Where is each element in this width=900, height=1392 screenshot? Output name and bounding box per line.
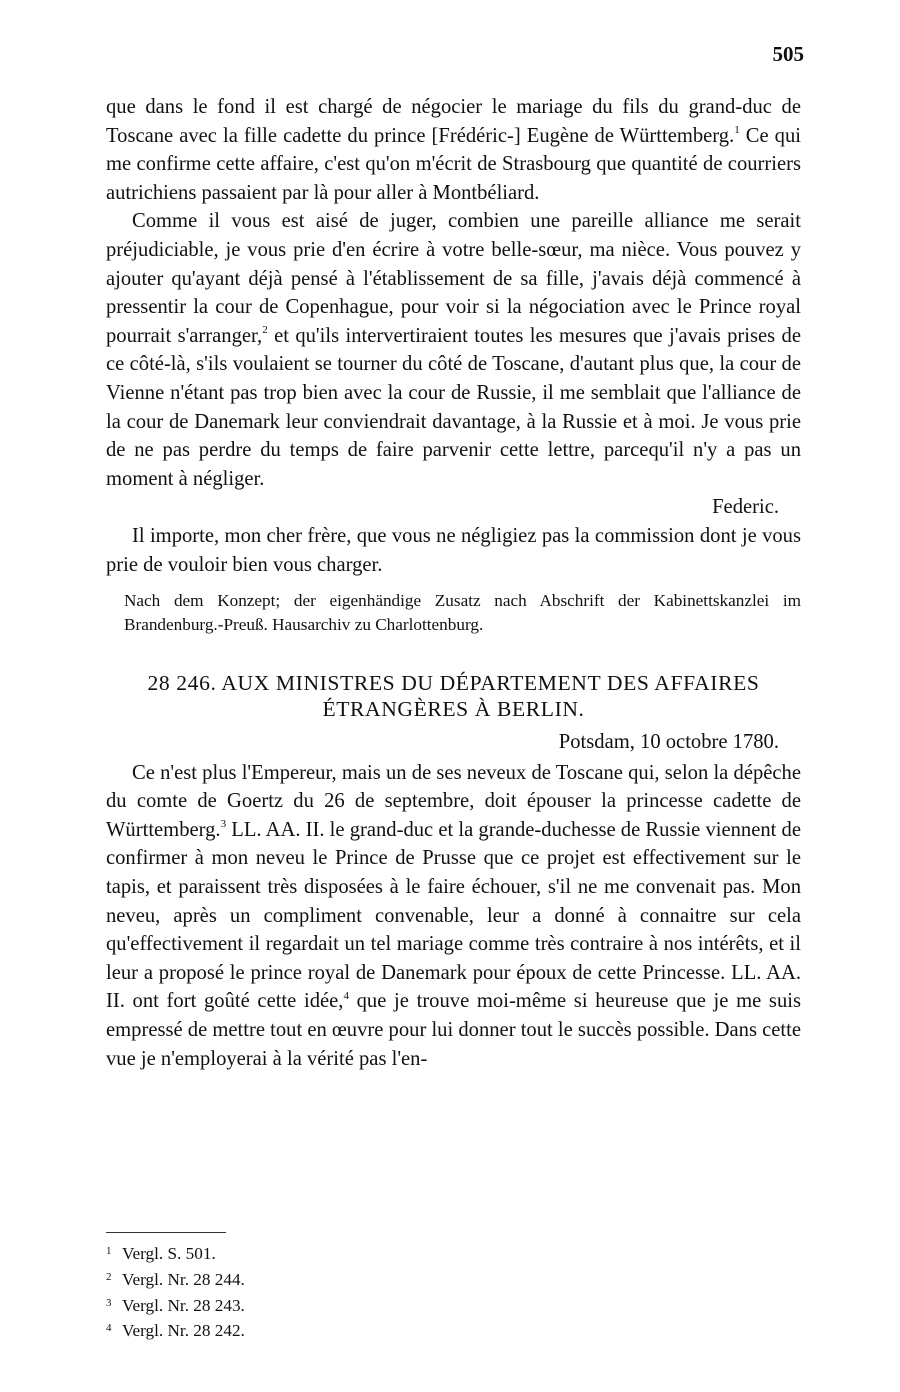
letter-body-text-b: LL. AA. II. le grand-duc et la grande-duchesse de Russie viennent de confirmer à mon neveu le Prince de Prusse que ce projet est effectivement sur le tapis, et paraissent très disposées à le faire échouer, s'il ne me convenait pas. Mon neveu, après un compliment convenable, leur a donné à connaitre sur cela qu'effectivement il regardait un tel mariage comme très contraire à nos intérêts, et il leur a proposé le prince royal de Danemark pour époux de cette Princesse. LL. AA. II. ont fort goûté cette idée, xyxy=(106,818,801,1013)
footnote-mark: 4 xyxy=(106,1322,112,1335)
footnote-item xyxy=(106,1317,506,1343)
letter-body xyxy=(106,759,801,1074)
footnote-mark: 3 xyxy=(106,1296,112,1309)
footnote-text: Vergl. Nr. 28 244. xyxy=(122,1269,245,1289)
letter-body-text-c: que je trouve moi-même si heureuse que je me suis empressé de mettre tout en œuvre pour lui donner tout le succès possible. Dans cette vue je n'employerai à la vérité pas l'en- xyxy=(106,990,801,1070)
paragraph-2 xyxy=(106,207,801,493)
postscript: Il importe, mon cher frère, que vous ne négligiez pas la commission dont je vous prie de vouloir bien vous charger. xyxy=(106,524,801,576)
footnote-mark: 1 xyxy=(106,1245,112,1257)
dateline: Potsdam, 10 octobre 1780. xyxy=(558,731,779,754)
footnote-divider xyxy=(106,1232,226,1233)
footnote-item xyxy=(106,1240,506,1266)
paragraph-2-text-a: Comme il vous est aisé de juger, combien une pareille alliance me serait préjudiciable, je vous prie d'en écrire à votre belle-sœur, ma nièce. Vous pouvez y ajouter qu'ayant déjà pensé à l'établissement de sa fille, j'avais déjà commencé à pressentir la cour de Copenhague, pour voir si la négociation avec le Prince royal pourrait s'arranger, xyxy=(106,210,801,347)
footnote-text: Vergl. Nr. 28 243. xyxy=(122,1295,245,1315)
footnote-text: Vergl. Nr. 28 242. xyxy=(122,1321,245,1341)
footnote-mark: 2 xyxy=(106,1270,112,1283)
paragraph-1-text-a: que dans le fond il est chargé de négocier le mariage du fils du grand-duc de Toscane avec la fille cadette du prince [Frédéric-] Eugène de Württemberg. xyxy=(106,96,801,147)
signature: Federic. xyxy=(712,496,779,519)
paragraph-1-text-b: Ce qui me confirme cette affaire, c'est qu'on m'écrit de Strasbourg que quantité de courriers autrichiens passaient par là pour aller à Montbéliard. xyxy=(106,124,801,204)
letter-body-text-a: Ce n'est plus l'Empereur, mais un de ses neveux de Toscane qui, selon la dépêche du comte de Goertz du 26 de septembre, doit épouser la princesse cadette de Württemberg. xyxy=(106,761,801,841)
footnote-item xyxy=(106,1266,506,1292)
footnote-ref-2[interactable]: 2 xyxy=(262,323,268,336)
footnote-ref-1[interactable]: 1 xyxy=(734,123,740,136)
footnote-ref-4[interactable]: 4 xyxy=(343,989,349,1002)
paragraph-2-text-b: et qu'ils intervertiraient toutes les mesures que j'avais prises de ce côté-là, s'ils voulaient se tourner du côté de Toscane, d'autant plus que, la cour de Vienne n'étant pas trop bien avec la cour de Russie, il me semblait que l'alliance de la cour de Danemark leur conviendrait davantage, à la Russie et à moi. Je vous prie de ne pas perdre du temps de faire parvenir cette lettre, parcequ'il n'y a pas un moment à négliger. xyxy=(106,324,801,490)
page-number: 505 xyxy=(772,42,804,66)
main-text xyxy=(106,93,801,1073)
source-note: Nach dem Konzept; der eigenhändige Zusatz nach Abschrift der Kabinettskanzlei im Brandenburg.-Preuß. Hausarchiv zu Charlottenburg. xyxy=(124,591,801,634)
footnote-text: Vergl. S. 501. xyxy=(122,1244,216,1263)
letter-heading: 28 246. AUX MINISTRES DU DÉPARTEMENT DES AFFAIRES ÉTRANGÈRES À BERLIN. xyxy=(147,671,760,722)
footnote-ref-3[interactable]: 3 xyxy=(220,818,227,831)
paragraph-1 xyxy=(106,93,801,207)
footnote-item xyxy=(106,1292,506,1318)
footnotes xyxy=(106,1240,506,1343)
